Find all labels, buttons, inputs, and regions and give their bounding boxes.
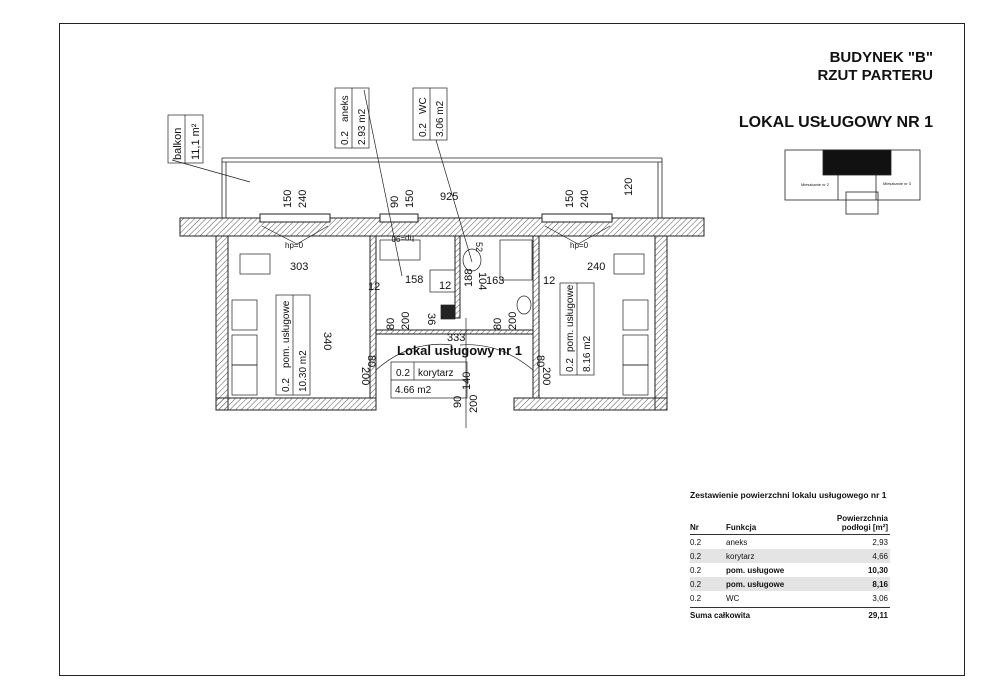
room-corridor-name: korytarz xyxy=(418,368,454,379)
unit-title: LOKAL USŁUGOWY NR 1 xyxy=(738,114,933,131)
row-func: korytarz xyxy=(726,551,755,561)
dim-104: 104 xyxy=(476,272,488,291)
row-func: pom. usługowe xyxy=(726,579,785,589)
row-area: 2,93 xyxy=(872,537,888,547)
dim-188: 188 xyxy=(463,268,475,287)
room-service1-area: 10.30 m2 xyxy=(298,350,309,392)
room-aneks-name: aneks xyxy=(340,95,351,122)
dim-36: 36 xyxy=(425,313,437,326)
dim-90b: 90 xyxy=(452,395,464,408)
dim-140: 140 xyxy=(461,371,473,390)
row-nr: 0.2 xyxy=(690,565,702,575)
table-row xyxy=(690,535,890,549)
table-row xyxy=(690,563,890,577)
key-plan xyxy=(785,150,920,214)
dim-80a: 80 xyxy=(385,317,397,330)
room-service2-no: 0.2 xyxy=(565,358,576,372)
dim-200c: 200 xyxy=(359,367,371,386)
dim-80d: 80 xyxy=(534,355,546,368)
key-plan-label-center: Mieszkanie nr 1 xyxy=(842,161,872,166)
row-nr: 0.2 xyxy=(690,593,702,603)
dim-hp90: hp=90 xyxy=(391,234,414,243)
dim-303: 303 xyxy=(290,261,309,273)
row-func: aneks xyxy=(726,537,748,547)
sum-value: 29,11 xyxy=(868,611,888,620)
row-func: WC xyxy=(726,593,740,603)
room-wc-name: WC xyxy=(418,97,429,114)
dim-163: 163 xyxy=(486,275,505,287)
area-table-caption: Zestawienie powierzchni lokalu usługowego nr 1 xyxy=(690,490,887,500)
dim-hp0a: hp=0 xyxy=(285,241,304,250)
row-func: pom. usługowe xyxy=(726,565,785,575)
room-wc-no: 0.2 xyxy=(418,123,429,137)
room-aneks-no: 0.2 xyxy=(340,131,351,145)
dim-925: 925 xyxy=(440,191,459,203)
dim-200b: 200 xyxy=(507,311,519,330)
room-wc-area: 3.06 m2 xyxy=(435,100,446,137)
dim-52: 52 xyxy=(474,242,484,253)
dim-90a: 90 xyxy=(389,195,401,208)
row-area: 3,06 xyxy=(872,593,888,603)
table-row xyxy=(690,591,890,605)
dim-240b: 240 xyxy=(579,189,591,208)
room-corridor-area: 4.66 m2 xyxy=(395,385,432,396)
key-plan-label-left: Mieszkanie nr 2 xyxy=(800,182,830,187)
row-area: 8,16 xyxy=(872,579,888,589)
table-row xyxy=(690,577,890,591)
balcony xyxy=(172,158,662,218)
header-nr: Nr xyxy=(690,523,699,532)
floor-title: RZUT PARTERU xyxy=(817,67,933,84)
dim-80c: 80 xyxy=(365,355,377,368)
row-nr: 0.2 xyxy=(690,551,702,561)
row-area: 4,66 xyxy=(872,551,888,561)
row-area: 10,30 xyxy=(867,565,888,575)
dim-80b: 80 xyxy=(492,317,504,330)
row-nr: 0.2 xyxy=(690,579,702,589)
dim-120: 120 xyxy=(623,177,635,196)
dim-hp0b: hp=0 xyxy=(570,241,589,250)
dim-200e: 200 xyxy=(468,394,480,413)
dim-150b: 150 xyxy=(404,189,416,208)
room-service2-area: 8.16 m2 xyxy=(582,335,593,372)
dim-12a: 12 xyxy=(368,281,381,293)
dim-12b: 12 xyxy=(439,280,452,292)
room-service1-no: 0.2 xyxy=(281,378,292,392)
dim-333: 333 xyxy=(447,332,466,344)
table-row xyxy=(690,549,890,563)
dim-158: 158 xyxy=(405,274,424,286)
dim-12c: 12 xyxy=(543,275,556,287)
header-func: Funkcja xyxy=(726,523,757,532)
room-aneks-area: 2.93 m2 xyxy=(357,108,368,145)
row-nr: 0.2 xyxy=(690,537,702,547)
key-plan-label-right: Mieszkanie nr 3 xyxy=(882,181,912,186)
area-table xyxy=(690,490,890,620)
sum-label: Suma całkowita xyxy=(690,611,751,620)
dim-240c: 240 xyxy=(587,261,606,273)
dim-200a: 200 xyxy=(400,311,412,330)
dim-340: 340 xyxy=(321,332,333,351)
dim-240a: 240 xyxy=(297,189,309,208)
area-table-header xyxy=(690,514,890,535)
room-service1-name: pom. usługowe xyxy=(281,300,292,368)
dim-200d: 200 xyxy=(540,367,552,386)
balcony-name: balkon xyxy=(172,127,184,160)
dim-150c: 150 xyxy=(564,189,576,208)
unit-label: Lokal usługowy nr 1 xyxy=(397,343,522,358)
balcony-area: 11,1 m² xyxy=(190,123,202,160)
room-service2-name: pom. usługowe xyxy=(565,284,576,352)
header-area: Powierzchnia podłogi [m²] xyxy=(836,514,888,532)
table-sum-row xyxy=(690,607,890,620)
building-title: BUDYNEK "B" xyxy=(829,49,933,66)
dim-150a: 150 xyxy=(282,189,294,208)
room-corridor-no: 0.2 xyxy=(396,368,410,379)
